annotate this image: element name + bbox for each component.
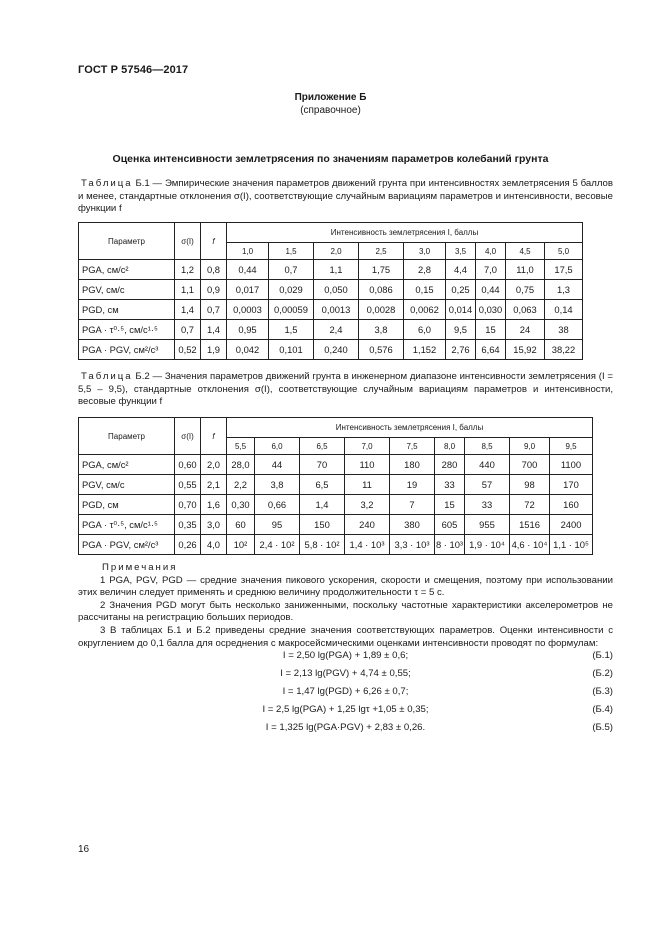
value-cell: 700 xyxy=(510,455,550,475)
col-header-intensity: Интенсивность землетрясения I, баллы xyxy=(227,418,593,438)
value-cell: 280 xyxy=(435,455,465,475)
param-cell: PGA · PGV, см²/с³ xyxy=(79,340,175,360)
table2-body xyxy=(79,455,593,555)
intensity-header: 4,5 xyxy=(506,243,545,260)
col-header-f: f xyxy=(201,418,227,455)
value-cell: 0,7 xyxy=(269,260,314,280)
formula-expression: I = 1,47 lg(PGD) + 6,26 ± 0,7; xyxy=(282,686,409,697)
formula-expression: I = 2,13 lg(PGV) + 4,74 ± 0,55; xyxy=(280,668,411,679)
param-cell: PGA · τ⁰·⁵, см/с¹·⁵ xyxy=(79,320,175,340)
intensity-header: 2,0 xyxy=(314,243,359,260)
table-row xyxy=(79,320,583,340)
value-cell: 0,30 xyxy=(227,495,255,515)
value-cell: 955 xyxy=(465,515,510,535)
sigma-cell: 0,7 xyxy=(175,320,201,340)
intensity-header: 9,0 xyxy=(510,438,550,455)
value-cell: 2,76 xyxy=(446,340,476,360)
appendix-title: Приложение Б xyxy=(294,92,367,103)
value-cell: 1100 xyxy=(550,455,593,475)
table-row xyxy=(79,340,583,360)
f-cell: 2,1 xyxy=(201,475,227,495)
table-b1 xyxy=(78,222,583,360)
value-cell: 24 xyxy=(506,320,545,340)
value-cell: 28,0 xyxy=(227,455,255,475)
value-cell: 0,030 xyxy=(476,300,506,320)
intensity-header: 6,0 xyxy=(255,438,300,455)
sigma-cell: 0,35 xyxy=(175,515,201,535)
intensity-header: 1,0 xyxy=(227,243,269,260)
value-cell: 3,2 xyxy=(345,495,390,515)
value-cell: 2,4 xyxy=(314,320,359,340)
value-cell: 0,086 xyxy=(359,280,404,300)
value-cell: 60 xyxy=(227,515,255,535)
value-cell: 0,00059 xyxy=(269,300,314,320)
value-cell: 0,44 xyxy=(227,260,269,280)
table1-label: Таблица xyxy=(81,178,133,189)
sigma-cell: 0,52 xyxy=(175,340,201,360)
param-cell: PGA · τ⁰·⁵, см/с¹·⁵ xyxy=(79,515,175,535)
value-cell: 0,042 xyxy=(227,340,269,360)
f-cell: 0,9 xyxy=(201,280,227,300)
value-cell: 38,22 xyxy=(545,340,583,360)
value-cell: 19 xyxy=(390,475,435,495)
value-cell: 10² xyxy=(227,535,255,555)
table-row xyxy=(79,475,593,495)
value-cell: 0,44 xyxy=(476,280,506,300)
formula-number: (Б.4) xyxy=(592,704,613,715)
intensity-header: 3,5 xyxy=(446,243,476,260)
value-cell: 160 xyxy=(550,495,593,515)
formula-number: (Б.2) xyxy=(592,668,613,679)
col-header-sigma: σ(I) xyxy=(175,223,201,260)
value-cell: 6,0 xyxy=(404,320,446,340)
value-cell: 0,75 xyxy=(506,280,545,300)
value-cell: 95 xyxy=(255,515,300,535)
f-cell: 1,6 xyxy=(201,495,227,515)
value-cell: 6,64 xyxy=(476,340,506,360)
value-cell: 0,0013 xyxy=(314,300,359,320)
note-3: 3 В таблицах Б.1 и Б.2 приведены средние значения соответствующих параметров. Оценки интенсивности с округлением до 0,1 балла для осреднения с макросейсмическими оценками интенсивности проводят по формулам: xyxy=(78,624,613,649)
table-row xyxy=(79,535,593,555)
value-cell: 0,0028 xyxy=(359,300,404,320)
f-cell: 1,4 xyxy=(201,320,227,340)
value-cell: 0,101 xyxy=(269,340,314,360)
col-header-sigma: σ(I) xyxy=(175,418,201,455)
value-cell: 1,9 · 10⁴ xyxy=(465,535,510,555)
value-cell: 3,8 xyxy=(255,475,300,495)
col-header-param: Параметр xyxy=(79,223,175,260)
value-cell: 1,4 xyxy=(300,495,345,515)
col-header-param: Параметр xyxy=(79,418,175,455)
table-row xyxy=(79,495,593,515)
appendix-subtitle: (справочное) xyxy=(300,105,361,116)
value-cell: 8 · 10³ xyxy=(435,535,465,555)
sigma-cell: 1,4 xyxy=(175,300,201,320)
value-cell: 1,4 · 10³ xyxy=(345,535,390,555)
value-cell: 15,92 xyxy=(506,340,545,360)
value-cell: 0,0062 xyxy=(404,300,446,320)
formula-number: (Б.1) xyxy=(592,650,613,661)
table-row xyxy=(79,260,583,280)
intensity-header: 8,0 xyxy=(435,438,465,455)
intensity-header: 5,0 xyxy=(545,243,583,260)
value-cell: 7,0 xyxy=(476,260,506,280)
intensity-header: 2,5 xyxy=(359,243,404,260)
value-cell: 3,8 xyxy=(359,320,404,340)
formula-expression: I = 2,50 lg(PGA) + 1,89 ± 0,6; xyxy=(282,650,409,661)
sigma-cell: 1,2 xyxy=(175,260,201,280)
value-cell: 0,029 xyxy=(269,280,314,300)
table-b2 xyxy=(78,417,593,555)
value-cell: 2,4 · 10² xyxy=(255,535,300,555)
value-cell: 38 xyxy=(545,320,583,340)
sigma-cell: 0,60 xyxy=(175,455,201,475)
formula-b5 xyxy=(78,722,613,736)
value-cell: 33 xyxy=(465,495,510,515)
f-cell: 3,0 xyxy=(201,515,227,535)
value-cell: 0,14 xyxy=(545,300,583,320)
sigma-cell: 0,26 xyxy=(175,535,201,555)
value-cell: 150 xyxy=(300,515,345,535)
intensity-header: 4,0 xyxy=(476,243,506,260)
formula-number: (Б.3) xyxy=(592,686,613,697)
value-cell: 11 xyxy=(345,475,390,495)
intensity-header: 9,5 xyxy=(550,438,593,455)
intensity-header: 8,5 xyxy=(465,438,510,455)
value-cell: 0,66 xyxy=(255,495,300,515)
param-cell: PGV, см/с xyxy=(79,280,175,300)
value-cell: 0,050 xyxy=(314,280,359,300)
f-cell: 2,0 xyxy=(201,455,227,475)
formula-expression: I = 1,325 lg(PGA·PGV) + 2,83 ± 0,26. xyxy=(265,722,426,733)
f-cell: 0,8 xyxy=(201,260,227,280)
table2-caption xyxy=(78,371,613,409)
table1-caption xyxy=(78,178,613,216)
table-row xyxy=(79,300,583,320)
param-cell: PGA, см/с² xyxy=(79,455,175,475)
value-cell: 15 xyxy=(476,320,506,340)
value-cell: 240 xyxy=(345,515,390,535)
value-cell: 57 xyxy=(465,475,510,495)
intensity-header: 7,0 xyxy=(345,438,390,455)
value-cell: 1,1 · 10⁵ xyxy=(550,535,593,555)
value-cell: 6,5 xyxy=(300,475,345,495)
intensity-header: 1,5 xyxy=(269,243,314,260)
f-cell: 1,9 xyxy=(201,340,227,360)
appendix-heading xyxy=(0,91,661,117)
notes xyxy=(78,562,613,650)
value-cell: 0,25 xyxy=(446,280,476,300)
document-code: ГОСТ Р 57546—2017 xyxy=(78,64,189,76)
table2-caption-text: Б.2 — Значения параметров движений грунта в инженерном диапазоне интенсивности землетрясения (I = 5,5 – 9,5), стандартные отклонения σ(I), соответствующие случайным вариациям параметров и интенсивности, весовые функции f xyxy=(78,371,613,407)
value-cell: 605 xyxy=(435,515,465,535)
formula-expression: I = 2,5 lg(PGA) + 1,25 lgτ +1,05 ± 0,35; xyxy=(262,704,429,715)
value-cell: 98 xyxy=(510,475,550,495)
sigma-cell: 0,70 xyxy=(175,495,201,515)
value-cell: 33 xyxy=(435,475,465,495)
page-number: 16 xyxy=(78,844,90,855)
sigma-cell: 1,1 xyxy=(175,280,201,300)
table-row xyxy=(79,515,593,535)
intensity-header: 5,5 xyxy=(227,438,255,455)
table-row xyxy=(79,280,583,300)
value-cell: 3,3 · 10³ xyxy=(390,535,435,555)
table-row xyxy=(79,455,593,475)
col-header-intensity: Интенсивность землетрясения I, баллы xyxy=(227,223,583,243)
value-cell: 0,014 xyxy=(446,300,476,320)
table2-label: Таблица xyxy=(81,371,133,382)
sigma-cell: 0,55 xyxy=(175,475,201,495)
value-cell: 0,15 xyxy=(404,280,446,300)
param-cell: PGV, см/с xyxy=(79,475,175,495)
intensity-header: 3,0 xyxy=(404,243,446,260)
col-header-f: f xyxy=(201,223,227,260)
table1-body xyxy=(79,260,583,360)
value-cell: 1,75 xyxy=(359,260,404,280)
value-cell: 11,0 xyxy=(506,260,545,280)
formula-b2 xyxy=(78,668,613,682)
note-1: 1 PGA, PGV, PGD — средние значения пикового ускорения, скорости и смещения, поэтому при использовании этих величин следует применять и среднюю величину продолжительности τ = 5 с. xyxy=(78,574,613,599)
value-cell: 0,576 xyxy=(359,340,404,360)
value-cell: 180 xyxy=(390,455,435,475)
value-cell: 72 xyxy=(510,495,550,515)
param-cell: PGA, см/с² xyxy=(79,260,175,280)
intensity-header: 6,5 xyxy=(300,438,345,455)
table1-caption-text: Б.1 — Эмпирические значения параметров движений грунта при интенсивностях землетрясения 5 баллов и менее, стандартные отклонения σ(I), соответствующие случайным вариациям параметров и интенсивности, весовые функции f xyxy=(78,178,613,214)
value-cell: 15 xyxy=(435,495,465,515)
formula-number: (Б.5) xyxy=(592,722,613,733)
value-cell: 0,240 xyxy=(314,340,359,360)
param-cell: PGA · PGV, см²/с³ xyxy=(79,535,175,555)
value-cell: 2400 xyxy=(550,515,593,535)
value-cell: 9,5 xyxy=(446,320,476,340)
value-cell: 170 xyxy=(550,475,593,495)
section-title: Оценка интенсивности землетрясения по значениям параметров колебаний грунта xyxy=(112,153,549,165)
note-2: 2 Значения PGD могут быть несколько заниженными, поскольку частотные характеристики акселерометров не рассчитаны на регистрацию больших периодов. xyxy=(78,599,613,624)
value-cell: 7 xyxy=(390,495,435,515)
formula-b4 xyxy=(78,704,613,718)
param-cell: PGD, см xyxy=(79,495,175,515)
value-cell: 44 xyxy=(255,455,300,475)
value-cell: 380 xyxy=(390,515,435,535)
value-cell: 1516 xyxy=(510,515,550,535)
value-cell: 4,6 · 10⁴ xyxy=(510,535,550,555)
intensity-header: 7,5 xyxy=(390,438,435,455)
value-cell: 0,0003 xyxy=(227,300,269,320)
value-cell: 0,95 xyxy=(227,320,269,340)
param-cell: PGD, см xyxy=(79,300,175,320)
formula-b1 xyxy=(78,650,613,664)
value-cell: 70 xyxy=(300,455,345,475)
value-cell: 0,063 xyxy=(506,300,545,320)
value-cell: 4,4 xyxy=(446,260,476,280)
value-cell: 1,152 xyxy=(404,340,446,360)
value-cell: 2,2 xyxy=(227,475,255,495)
value-cell: 1,1 xyxy=(314,260,359,280)
value-cell: 1,5 xyxy=(269,320,314,340)
notes-title: Примечания xyxy=(102,562,178,573)
formula-b3 xyxy=(78,686,613,700)
value-cell: 440 xyxy=(465,455,510,475)
value-cell: 1,3 xyxy=(545,280,583,300)
value-cell: 0,017 xyxy=(227,280,269,300)
f-cell: 0,7 xyxy=(201,300,227,320)
f-cell: 4,0 xyxy=(201,535,227,555)
value-cell: 2,8 xyxy=(404,260,446,280)
value-cell: 5,8 · 10² xyxy=(300,535,345,555)
value-cell: 110 xyxy=(345,455,390,475)
value-cell: 17,5 xyxy=(545,260,583,280)
